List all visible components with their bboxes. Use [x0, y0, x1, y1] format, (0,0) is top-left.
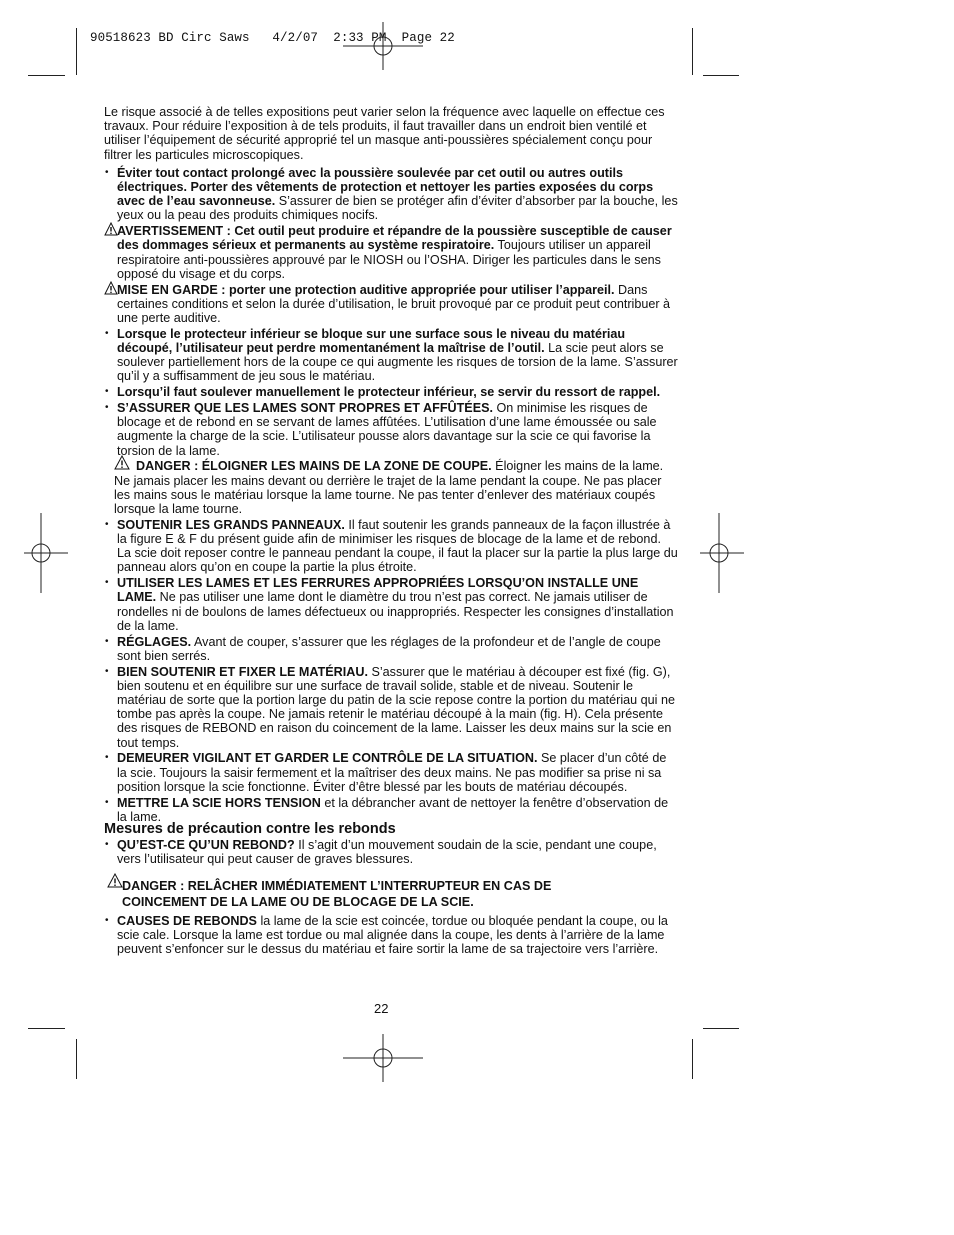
list-item: • Éviter tout contact prolongé avec la poussière soulevée par cet outil ou autres outils électriques. Porter des vêtements de protection et nettoyer les parties exposées du corps avec de l’eau savonneuse. S’assurer de bien se protéger afin d’éviter d’absorber par la bouche, les yeux ou la peau des produits chimiques nocifs. [104, 166, 678, 223]
section-heading: Mesures de précaution contre les rebonds [104, 820, 396, 837]
list-item: • CAUSES DE REBONDS la lame de la scie est coincée, tordue ou bloquée pendant la coupe, ou la scie cale. Lorsque la lame est tordue ou mal alignée dans la coupe, les dents à l’arrière de la lame peuvent s’enfoncer sur le dessus du matériau et faire sortir la lame de sa trajectoire vers l’arrière. [104, 914, 678, 957]
warning-item: AVERTISSEMENT : Cet outil peut produire et répandre de la poussière susceptible de causer des dommages sérieux et permanents au système respiratoire. Toujours utiliser un appareil respiratoire anti-poussières approuvé par le NIOSH ou l’OSHA. Diriger les particules dans le sens opposé du visage et du corps. [104, 224, 678, 281]
list-item: • Lorsque le protecteur inférieur se bloque sur une surface sous le niveau du matériau découpé, l’utilisateur peut perdre momentanément la maîtrise de l’outil. La scie peut alors se soulever partiellement hors de la coupe ce qui augmente les risques de torsion de la lame. S’assurer qu’il y a suffisamment de jeu sous le matériau. [104, 327, 678, 384]
list-item: • DEMEURER VIGILANT ET GARDER LE CONTRÔLE DE LA SITUATION. Se placer d’un côté de la scie. Toujours la saisir fermement et la maîtriser des deux mains. Ne pas modifier sa prise ni sa position lorsque la scie fonctionne. Éviter d’être blessé par les bouts de matériau découpés. [104, 751, 678, 794]
crop-mark [76, 28, 77, 75]
intro-paragraph: Le risque associé à de telles expositions peut varier selon la fréquence avec laquelle on effectue ces travaux. Pour réduire l’exposition à de tels produits, il faut travailler dans un endroit bien ventilé et utiliser l’équipement de sécurité approprié tel un masque anti-poussières spécialement conçu pour filtrer les particules microscopiques. [104, 105, 665, 162]
list-item: • METTRE LA SCIE HORS TENSION et la débrancher avant de nettoyer la fenêtre d’observation de la lame. [104, 796, 678, 824]
crop-mark [28, 75, 65, 76]
crop-mark [703, 1028, 739, 1029]
warning-triangle-icon [107, 873, 123, 888]
page-number: 22 [374, 1001, 389, 1016]
crop-mark [692, 28, 693, 75]
list-item: • UTILISER LES LAMES ET LES FERRURES APPROPRIÉES LORSQU’ON INSTALLE UNE LAME. Ne pas utiliser une lame dont le diamètre du trou n’est pas correct. Ne jamais utiliser de rondelles ni de boulons de lames défectueux ou inappropriés. Respecter les consignes d’installation de la lame. [104, 576, 678, 633]
list-item: • SOUTENIR LES GRANDS PANNEAUX. Il faut soutenir les grands panneaux de la façon illustrée à la figure E & F du présent guide afin de minimiser les risques de blocage de la lame et de rebond. La scie doit reposer contre le panneau pendant la coupe, il faut la placer sur la partie la plus large du panneau alors qu’on en coupe la partie la plus étroite. [104, 518, 678, 575]
list-item: • QU’EST-CE QU’UN REBOND? Il s’agit d’un mouvement soudain de la scie, pendant une coupe, vers l’utilisateur qui peut causer de graves blessures. [104, 838, 678, 866]
body-text [104, 105, 678, 958]
crop-mark [76, 1039, 77, 1079]
list-item: • S’ASSURER QUE LES LAMES SONT PROPRES ET AFFÛTÉES. On minimise les risques de blocage et de rebond en se servant de lames affûtées. L’utilisation d’une lame émoussée ou sale augmente la charge de la scie. L’utilisateur pousse alors davantage sur la scie ce qui favorise la torsion de la lame. [104, 401, 678, 458]
list-item: • RÉGLAGES. Avant de couper, s’assurer que les réglages de la profondeur et de l’angle de coupe sont bien serrés. [104, 635, 678, 663]
list-item: • BIEN SOUTENIR ET FIXER LE MATÉRIAU. S’assurer que le matériau à découper est fixé (fig. G), bien soutenu et en équilibre sur une surface de travail solide, stable et de niveau. Soutenir le matériau de sorte que la portion large du patin de la scie repose contre la portion du matériau qui ne tombe pas après la coupe. Ne jamais retenir le matériau découpé à la main (fig. H). Cela présente des risques de REBOND en raison du coincement de la lame. Laisser les deux mains sur la scie en tout temps. [104, 665, 678, 750]
crop-mark [703, 75, 739, 76]
warning-triangle-icon [104, 222, 118, 236]
crop-mark [28, 1028, 65, 1029]
warning-triangle-icon [114, 455, 130, 470]
crop-mark [692, 1039, 693, 1079]
caution-item: MISE EN GARDE : porter une protection auditive appropriée pour utiliser l’appareil. Dans certaines conditions et selon la durée d’utilisation, le bruit provoqué par ce produit peut contribuer à une perte auditive. [104, 283, 678, 326]
registration-mark-icon [24, 513, 68, 593]
registration-mark-icon [700, 513, 744, 593]
danger-notice [104, 878, 678, 910]
warning-triangle-icon [104, 281, 118, 295]
danger-item: DANGER : ÉLOIGNER LES MAINS DE LA ZONE DE COUPE. Éloigner les mains de la lame. Ne jamais placer les mains devant ou derrière le trajet de la lame pendant la coupe. Ne pas placer les mains sous le matériau lorsque la lame tourne. Ne pas tenter d’enlever des matériaux coupés lorsque la lame tourne. [104, 459, 678, 516]
danger-line: DANGER : RELÂCHER IMMÉDIATEMENT L’INTERRUPTEUR EN CAS DE [122, 879, 552, 894]
danger-line: COINCEMENT DE LA LAME OU DE BLOCAGE DE LA SCIE. [122, 895, 474, 910]
registration-mark-icon [343, 22, 423, 70]
print-slug: 90518623 BD Circ Saws 4/2/07 2:33 PM Page 22 [90, 31, 455, 45]
list-item: • Lorsqu’il faut soulever manuellement le protecteur inférieur, se servir du ressort de rappel. [104, 385, 678, 399]
registration-mark-icon [343, 1034, 423, 1082]
